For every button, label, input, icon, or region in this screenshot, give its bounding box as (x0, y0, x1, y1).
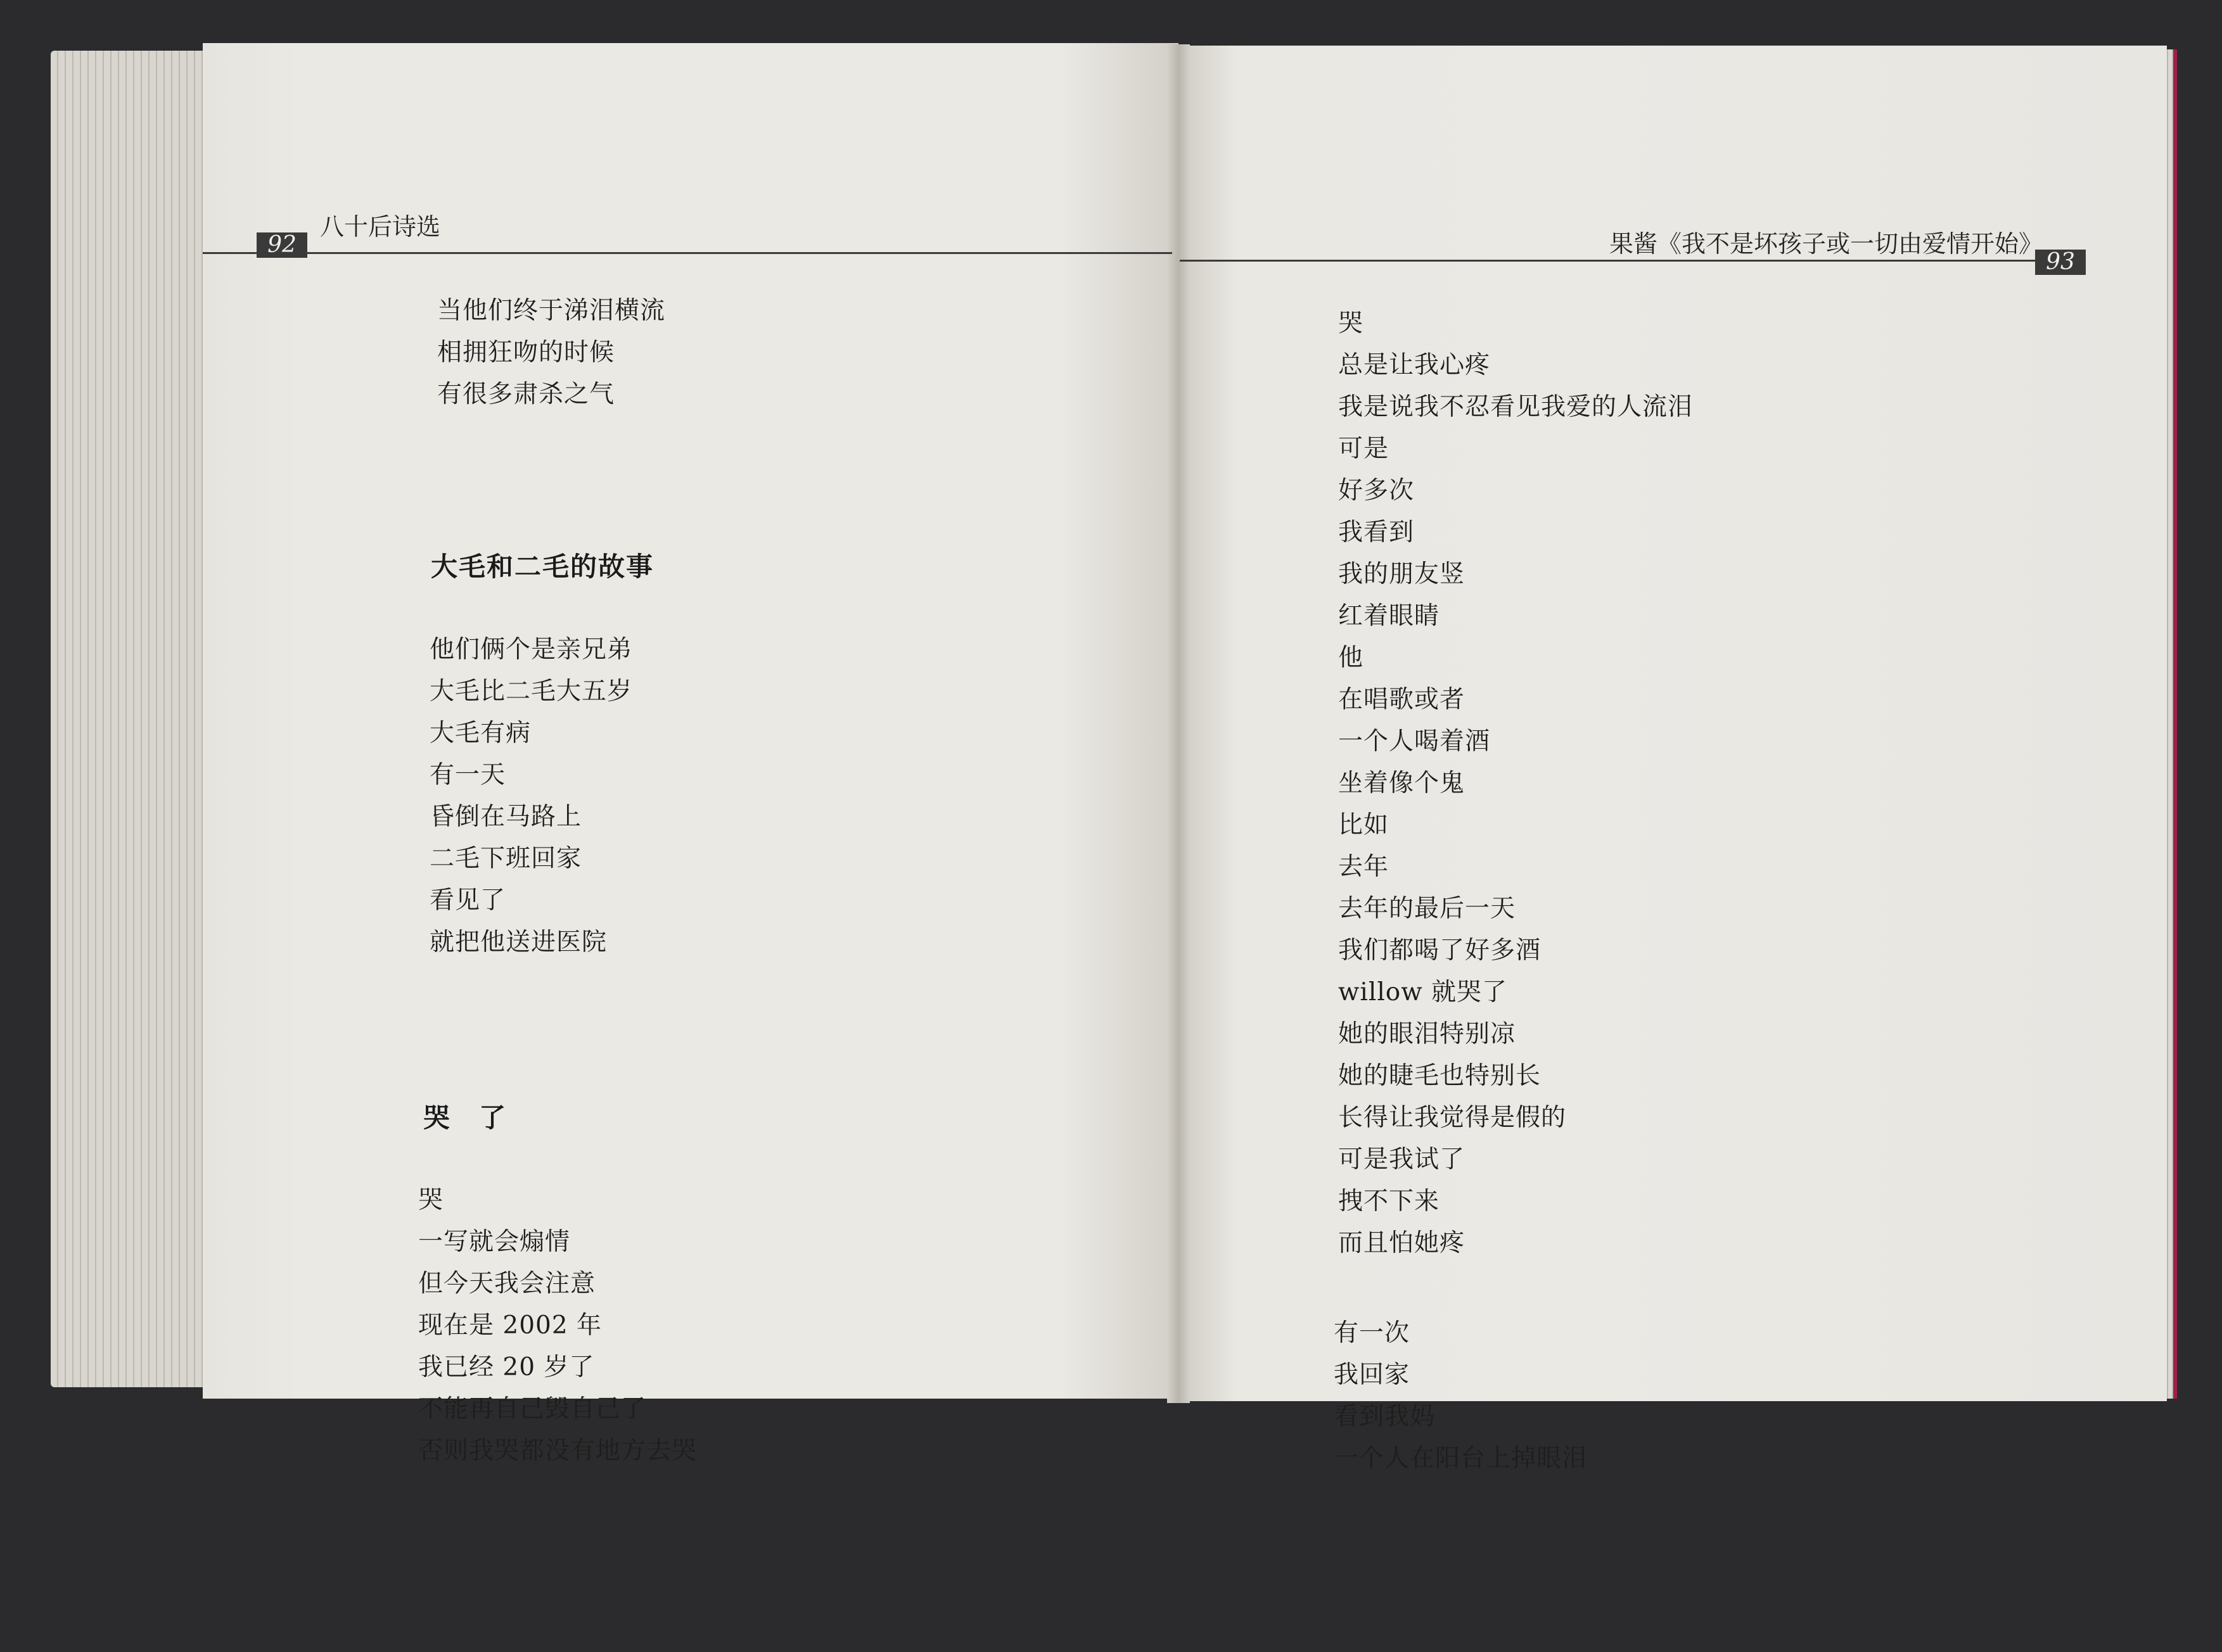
left-header-rule (203, 252, 1172, 254)
poem-line: 我已经 20 岁了 (418, 1353, 595, 1382)
poem-line: 坐着像个鬼 (1338, 769, 1465, 797)
poem-line: 拽不下来 (1338, 1187, 1440, 1216)
poem-line: 但今天我会注意 (418, 1269, 596, 1298)
right-stanza-2 (1334, 1312, 1587, 1480)
poem-line: 她的眼泪特别凉 (1338, 1020, 1516, 1048)
poem-line: 长得让我觉得是假的 (1338, 1103, 1567, 1132)
poem-line: 大毛有病 (430, 719, 532, 747)
poem-line: 当他们终于涕泪横流 (437, 296, 666, 325)
poem-line: 大毛比二毛大五岁 (430, 677, 633, 706)
poem-line: 现在是 2002 年 (418, 1311, 603, 1340)
poem-line: 总是让我心疼 (1338, 351, 1491, 379)
left-running-head: 八十后诗选 (320, 213, 441, 241)
right-stanza-1 (1338, 303, 1693, 1264)
poem-line: 我是说我不忍看见我爱的人流泪 (1338, 393, 1694, 421)
poem-line: 哭 (418, 1186, 444, 1214)
left-folio: 92 (257, 232, 307, 258)
poem3-title: 哭 了 (423, 1102, 508, 1133)
poem-line: 一个人在阳台上掉眼泪 (1334, 1444, 1588, 1473)
right-header-rule (1180, 260, 2086, 262)
poem-line: 就把他送进医院 (430, 928, 608, 956)
poem-line: 看见了 (430, 886, 506, 915)
poem-line: 红着眼睛 (1338, 602, 1440, 630)
book-gutter (1167, 44, 1190, 1403)
poem-line: 去年的最后一天 (1338, 894, 1516, 923)
poem-line: 可是 (1338, 435, 1389, 463)
poem-line: 我回家 (1334, 1361, 1410, 1389)
poem-line: 他们俩个是亲兄弟 (430, 635, 633, 664)
right-folio: 93 (2035, 250, 2086, 275)
poem-line: 而且怕她疼 (1338, 1229, 1465, 1257)
poem-line: 在唱歌或者 (1338, 685, 1465, 714)
poem-line: 她的睫毛也特别长 (1338, 1062, 1542, 1090)
poem-line: 哭 (1338, 309, 1364, 338)
right-running-head: 果酱《我不是坏孩子或一切由爱情开始》 (1609, 230, 2043, 258)
poem-line: 他 (1338, 644, 1364, 672)
poem-line: 不能再自己毁自己了 (418, 1395, 647, 1423)
poem-line: 有很多肃杀之气 (437, 380, 615, 409)
poem-line: 否则我哭都没有地方去哭 (418, 1437, 698, 1465)
poem2-body (430, 629, 632, 963)
poem-line: 昏倒在马路上 (430, 803, 582, 831)
poem-line: 看到我妈 (1334, 1402, 1436, 1431)
poem-line: 好多次 (1338, 476, 1415, 505)
poem1-tail (437, 290, 665, 416)
poem-line: 有一天 (430, 761, 506, 789)
poem-line: 我们都喝了好多酒 (1338, 936, 1542, 965)
poem-line: 我的朋友竖 (1338, 560, 1465, 588)
poem-line: willow 就哭了 (1338, 978, 1508, 1007)
poem-line: 二毛下班回家 (430, 844, 582, 873)
poem-line: 一写就会煽情 (418, 1228, 571, 1256)
poem-line: 有一次 (1334, 1319, 1410, 1347)
poem-line: 我看到 (1338, 518, 1415, 547)
poem-line: 一个人喝着酒 (1338, 727, 1491, 756)
poem-line: 相拥狂吻的时候 (437, 338, 615, 367)
poem-line: 去年 (1338, 853, 1389, 881)
poem3-body (418, 1179, 697, 1472)
poem2-title: 大毛和二毛的故事 (431, 551, 654, 582)
poem-line: 可是我试了 (1338, 1145, 1465, 1174)
poem-line: 比如 (1338, 811, 1389, 839)
